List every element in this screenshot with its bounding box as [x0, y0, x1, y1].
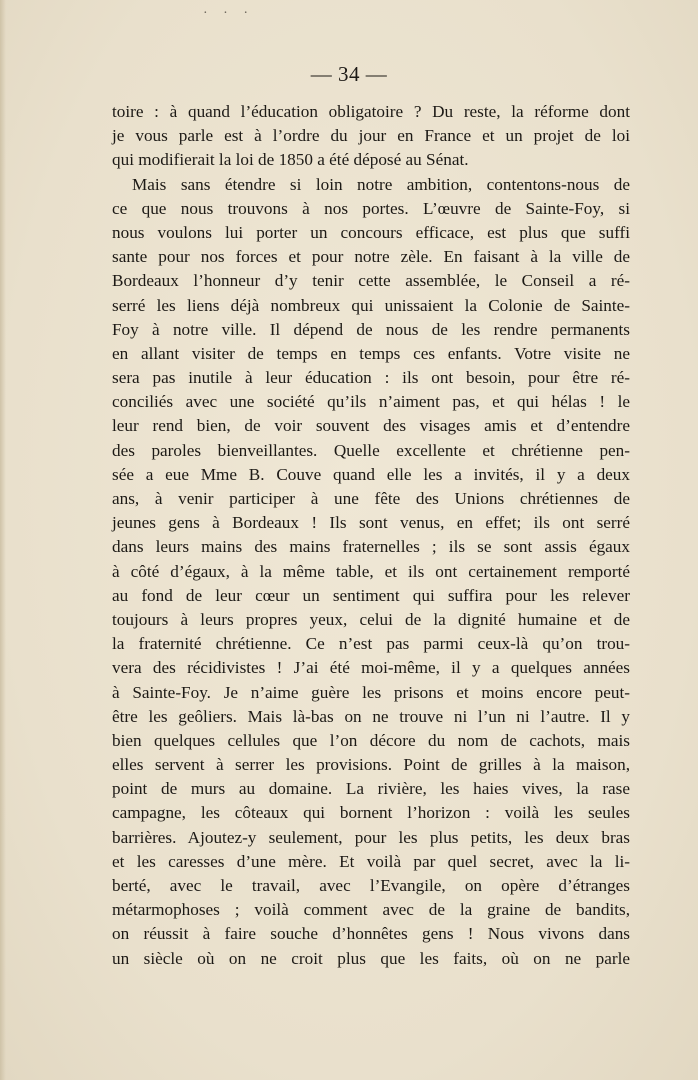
text-line: à côté d’égaux, à la même table, et ils ont certainement remporté [112, 561, 630, 581]
text-line: vera des récidivistes ! J’ai été moi-même, il y a quelques années [112, 658, 630, 678]
text-line: leur rend bien, de voir souvent des visages amis et d’entendre [112, 416, 630, 436]
text-line: toujours à leurs propres yeux, celui de la dignité humaine et de [112, 609, 630, 629]
text-line: on réussit à faire souche d’honnêtes gens ! Nous vivons dans [112, 924, 630, 944]
text-line: barrières. Ajoutez-y seulement, pour les plus petits, les deux bras [112, 827, 630, 847]
text-line: bien quelques cellules que l’on décore du nom de cachots, mais [112, 730, 630, 750]
text-line: point de murs au domaine. La rivière, les haies vives, la rase [112, 779, 630, 799]
text-line: sera pas inutile à leur éducation : ils ont besoin, pour être ré- [112, 368, 630, 388]
text-line: métarmophoses ; voilà comment avec de la graine de bandits, [112, 900, 630, 920]
text-line: la fraternité chrétienne. Ce n’est pas parmi ceux-là qu’on trou- [112, 634, 630, 654]
text-line: toire : à quand l’éducation obligatoire ? Du reste, la réforme dont [112, 102, 630, 121]
text-line: Bordeaux l’honneur d’y tenir cette assemblée, le Conseil a ré- [112, 271, 630, 291]
page-edge-shadow [0, 0, 6, 1080]
text-line: à Sainte-Foy. Je n’aime guère les prisons et moins encore peut- [112, 682, 630, 702]
text-line: Foy à notre ville. Il dépend de nous de les rendre permanents [112, 319, 630, 339]
text-line: campagne, les côteaux qui bornent l’horizon : voilà les seules [112, 803, 630, 823]
text-line: ans, à venir participer à une fête des Unions chrétiennes de [112, 489, 630, 508]
text-line: en allant visiter de temps en temps ces enfants. Votre visite ne [112, 343, 630, 363]
text-line: serré les liens déjà nombreux qui unissaient la Colonie de Sainte- [112, 295, 630, 315]
text-line: dans leurs mains des mains fraternelles ; ils se sont assis égaux [112, 537, 630, 557]
text-line: un siècle où on ne croit plus que les faits, où on ne parle [112, 948, 630, 968]
ink-specks: · · · [203, 6, 254, 21]
page-number: — 34 — [310, 62, 388, 86]
text-line: je vous parle est à l’ordre du jour en France et un projet de loi [112, 126, 630, 146]
text-line: des paroles bienveillantes. Quelle excellente et chrétienne pen- [112, 440, 630, 460]
body-text [112, 100, 630, 971]
text-line: berté, avec le travail, avec l’Evangile, on opère d’étranges [112, 876, 630, 895]
text-line: ce que nous trouvons à nos portes. L’œuvre de Sainte-Foy, si [112, 198, 630, 218]
text-line: sante pour nos forces et pour notre zèle. En faisant à la ville de [112, 247, 630, 267]
text-line: elles servent à serrer les provisions. Point de grilles à la maison, [112, 755, 630, 775]
text-line: et les caresses d’une mère. Et voilà par quel secret, avec la li- [112, 851, 630, 871]
text-line: qui modifierait la loi de 1850 a été déposé au Sénat. [112, 150, 469, 170]
text-line: sée a eue Mme B. Couve quand elle les a invités, il y a deux [112, 464, 630, 484]
text-line: conciliés avec une société qu’ils n’aiment pas, et qui hélas ! le [112, 392, 630, 412]
text-line: être les geôliers. Mais là-bas on ne trouve ni l’un ni l’autre. Il y [112, 706, 630, 726]
text-line: jeunes gens à Bordeaux ! Ils sont venus, en effet; ils ont serré [112, 513, 630, 533]
text-line: au fond de leur cœur un sentiment qui suffira pour les relever [112, 585, 630, 605]
text-line: Mais sans étendre si loin notre ambition, contentons-nous de [132, 174, 630, 194]
text-line: nous voulons lui porter un concours efficace, est plus que suffi [112, 222, 630, 242]
